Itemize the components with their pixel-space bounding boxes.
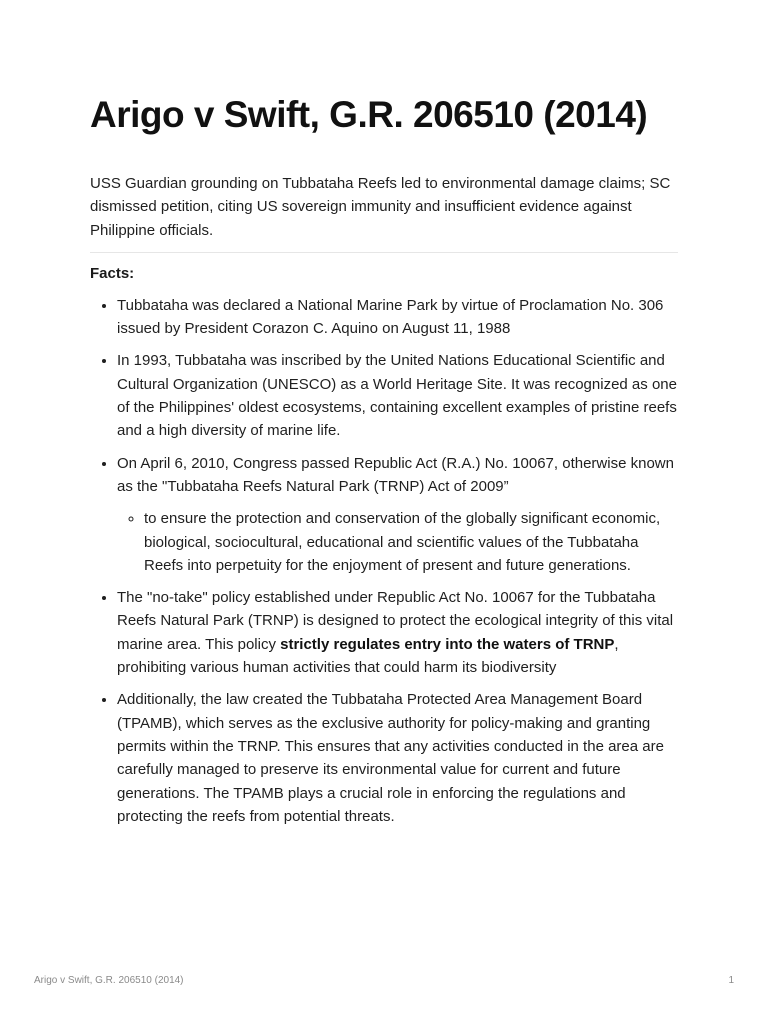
fact-sublist — [117, 507, 678, 577]
footer-page-number: 1 — [728, 975, 734, 986]
fact-item — [117, 586, 678, 679]
fact-text: Tubbataha was declared a National Marine Park by virtue of Proclamation No. 306 issued by President Corazon C. Aquino on August 11, 1988 — [117, 296, 664, 338]
fact-text: In 1993, Tubbataha was inscribed by the United Nations Educational Scientific and Cultural Organization (UNESCO) as a World Heritage Site. It was recognized as one of the Philippines' oldest ecosystems, containing excellent examples of pristine reefs and a high diversity of marine life. — [117, 352, 677, 440]
fact-text: Additionally, the law created the Tubbataha Protected Area Management Board (TPAMB), which serves as the exclusive authority for policy-making and granting permits within the TRNP. This ensures that any activities conducted in the area are carefully managed to preserve its environmental value for current and future generations. The TPAMB plays a crucial role in enforcing the regulations and protecting the reefs from potential threats. — [117, 691, 664, 825]
case-summary: USS Guardian grounding on Tubbataha Reefs led to environmental damage claims; SC dismissed petition, citing US sovereign immunity and insufficient evidence against Philippine officials. — [90, 172, 678, 253]
fact-text: On April 6, 2010, Congress passed Republic Act (R.A.) No. 10067, otherwise known as the "Tubbataha Reefs Natural Park (TRNP) Act of 2009” — [117, 454, 674, 495]
document-page — [90, 92, 678, 837]
fact-item — [117, 349, 678, 442]
fact-text-emphasis: strictly regulates entry into the waters of TRNP — [280, 635, 615, 653]
fact-item — [117, 452, 678, 577]
fact-item — [117, 294, 678, 341]
fact-subitem — [144, 507, 678, 577]
fact-text-before: The "no-take" policy established under Republic Act No. 10067 for the Tubbataha Reefs Natural Park (TRNP) is designed to protect the ecological integrity of this vital marine area. This policy — [117, 589, 674, 653]
fact-item — [117, 688, 678, 828]
fact-subitem-text: to ensure the protection and conservation of the globally significant economic, biological, sociocultural, educational and scientific values of the Tubbataha Reefs into perpetuity for the enjoyment of present and future generations. — [144, 510, 661, 574]
fact-text-after: , prohibiting various human activities that could harm its biodiversity — [117, 635, 619, 677]
document-title: Arigo v Swift, G.R. 206510 (2014) — [90, 94, 648, 135]
facts-list — [90, 294, 678, 828]
facts-heading: Facts: — [90, 264, 135, 282]
footer-document-title: Arigo v Swift, G.R. 206510 (2014) — [34, 975, 184, 986]
